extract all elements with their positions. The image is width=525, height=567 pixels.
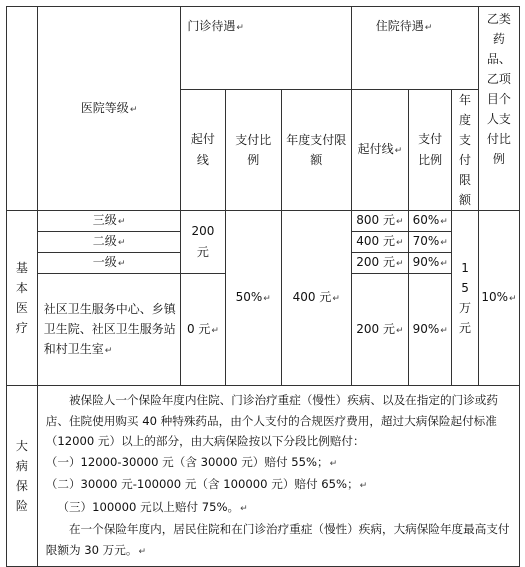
header-in-deductible: 起付线↵: [351, 90, 408, 211]
level-cell: 二级↵: [37, 232, 181, 253]
level-cell: 一级↵: [37, 253, 181, 274]
header-out-annual-limit: 年度支付限额: [281, 90, 351, 211]
level-cell: 三级↵: [37, 211, 181, 232]
out-deductible-community: 0 元↵: [181, 274, 225, 386]
basic-medical-label: 基本医疗: [7, 211, 38, 386]
header-inpatient: 住院待遇↵: [351, 7, 478, 90]
in-deductible-cell: 800 元↵: [351, 211, 408, 232]
header-out-ratio: 支付比例: [225, 90, 281, 211]
in-deductible-cell: 400 元↵: [351, 232, 408, 253]
catastrophic-intro: 被保险人一个保险年度内住院、门诊治疗重症（慢性）疾病、以及在指定的门诊或药店、住院使用购买 40 种特殊药品，由个人支付的合规医疗费用，超过大病保险起付标准（12000 元）以上的部分，由大病保险按以下分段比例赔付：: [45, 393, 498, 448]
header-outpatient: 门诊待遇↵: [181, 7, 351, 90]
in-deductible-cell: 200 元↵: [351, 253, 408, 274]
in-ratio-cell: 60%↵: [409, 211, 452, 232]
out-annual-limit-value: 400 元↵: [281, 211, 351, 386]
header-out-deductible: 起付线: [181, 90, 225, 211]
catastrophic-tier-3: （三）100000 元以上赔付 75%。↵: [57, 499, 248, 514]
header-hospital-level: 医院等级↵: [37, 7, 181, 211]
level-cell-community: 社区卫生服务中心、乡镇卫生院、社区卫生服务站和村卫生室↵: [37, 274, 181, 386]
catastrophic-limit: 在一个保险年度内，居民住院和在门诊治疗重症（慢性）疾病，大病保险年度最高支付限额为 30 万元。↵: [45, 522, 510, 557]
catastrophic-label: 大病保险: [7, 386, 38, 567]
in-ratio-cell: 90%↵: [409, 253, 452, 274]
in-ratio-cell: 70%↵: [409, 232, 452, 253]
header-in-annual-limit: 年度支付限额: [452, 90, 479, 211]
header-in-ratio: 支付比例: [409, 90, 452, 211]
header-corner-cell: [7, 7, 38, 211]
catastrophic-tier-2: （二）30000 元-100000 元（含 100000 元）赔付 65%；↵: [45, 477, 368, 491]
in-ratio-cell: 90%↵: [409, 274, 452, 386]
in-deductible-cell: 200 元↵: [351, 274, 408, 386]
out-ratio-value: 50%↵: [225, 211, 281, 386]
catastrophic-description: [37, 386, 519, 567]
catastrophic-tier-1: （一）12000-30000 元（含 30000 元）赔付 55%；↵: [45, 454, 338, 469]
class-b-ratio-value: 10%↵: [478, 211, 519, 386]
insurance-benefits-table: [6, 6, 520, 567]
out-deductible-hospital: 200 元: [181, 211, 225, 274]
in-annual-limit-value: 15 万元: [452, 211, 479, 386]
header-class-b-ratio: 乙类药品、乙项目个人支付比例: [478, 7, 519, 211]
